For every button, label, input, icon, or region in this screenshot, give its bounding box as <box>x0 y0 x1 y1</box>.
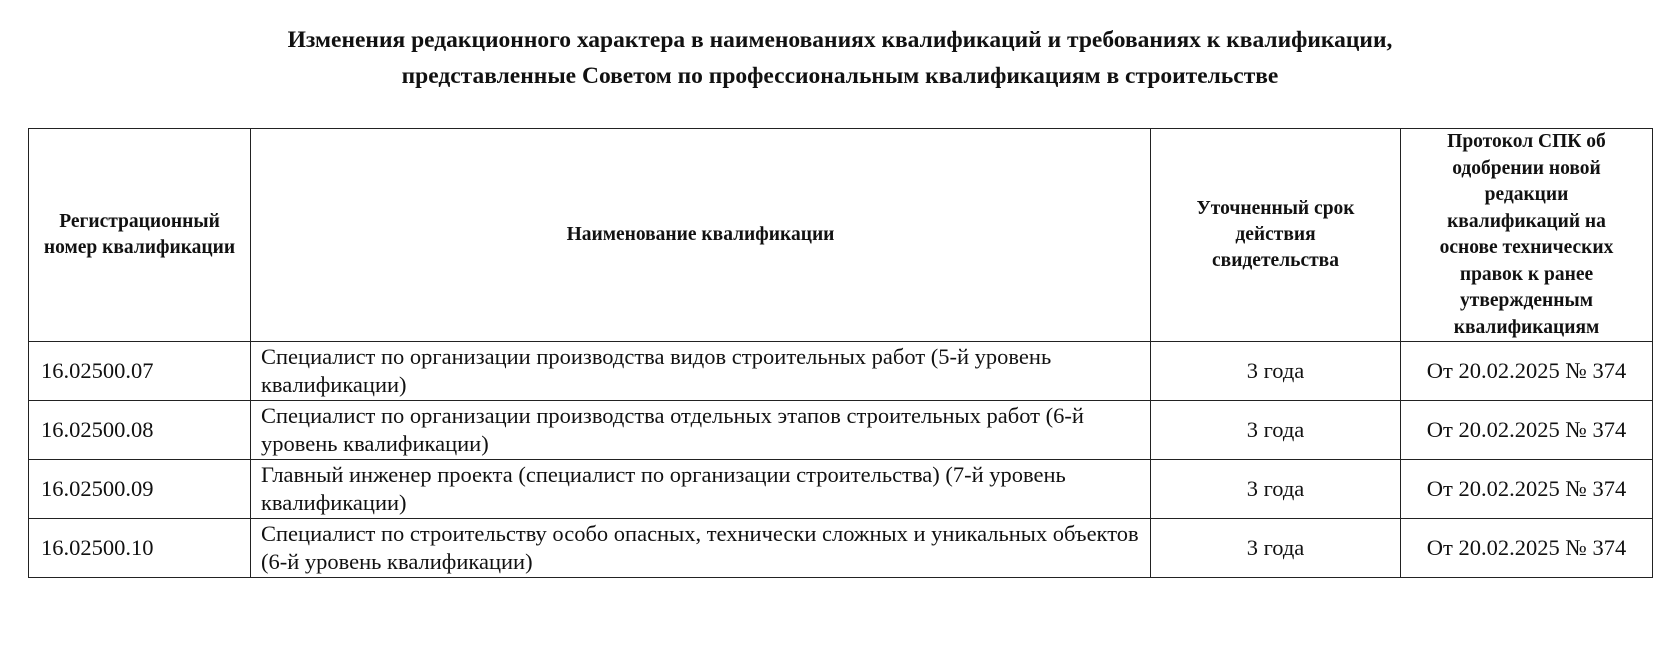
qualifications-table <box>28 128 1653 578</box>
cell-name: Специалист по организации производства отдельных этапов строительных работ (6-й уровень квалификации) <box>251 401 1151 460</box>
table-row <box>29 519 1653 578</box>
cell-term: 3 года <box>1151 342 1401 401</box>
cell-term: 3 года <box>1151 519 1401 578</box>
header-protocol-label: Протокол СПК об одобрении новой редакции квалификаций на основе технических правок к ранее утвержденным квалификациям <box>1439 131 1614 338</box>
table-row <box>29 401 1653 460</box>
cell-reg-number: 16.02500.08 <box>29 401 251 460</box>
header-term <box>1151 129 1401 342</box>
cell-protocol: От 20.02.2025 № 374 <box>1401 401 1653 460</box>
cell-reg-number: 16.02500.07 <box>29 342 251 401</box>
header-name <box>251 129 1151 342</box>
cell-reg-number: 16.02500.09 <box>29 460 251 519</box>
table-row <box>29 342 1653 401</box>
cell-name: Специалист по строительству особо опасных, технически сложных и уникальных объектов (6-й уровень квалификации) <box>251 519 1151 578</box>
header-term-label: Уточненный срок действия свидетельства <box>1196 198 1355 271</box>
cell-protocol: От 20.02.2025 № 374 <box>1401 460 1653 519</box>
header-protocol <box>1401 129 1653 342</box>
cell-reg-number: 16.02500.10 <box>29 519 251 578</box>
cell-name: Специалист по организации производства видов строительных работ (5-й уровень квалификации) <box>251 342 1151 401</box>
cell-term: 3 года <box>1151 401 1401 460</box>
header-reg-number-label: Регистрационный номер квалификации <box>43 211 236 258</box>
cell-name: Главный инженер проекта (специалист по организации строительства) (7-й уровень квалификации) <box>251 460 1151 519</box>
title-line-2: представленные Советом по профессиональным квалификациям в строительстве <box>401 63 1279 89</box>
document-title <box>0 22 1680 94</box>
table-header-row <box>29 129 1653 342</box>
header-reg-number <box>29 129 251 342</box>
table-row <box>29 460 1653 519</box>
title-line-1: Изменения редакционного характера в наименованиях квалификаций и требованиях к квалификации, <box>287 27 1393 53</box>
header-name-label: Наименование квалификации <box>566 224 835 245</box>
cell-protocol: От 20.02.2025 № 374 <box>1401 519 1653 578</box>
cell-protocol: От 20.02.2025 № 374 <box>1401 342 1653 401</box>
cell-term: 3 года <box>1151 460 1401 519</box>
